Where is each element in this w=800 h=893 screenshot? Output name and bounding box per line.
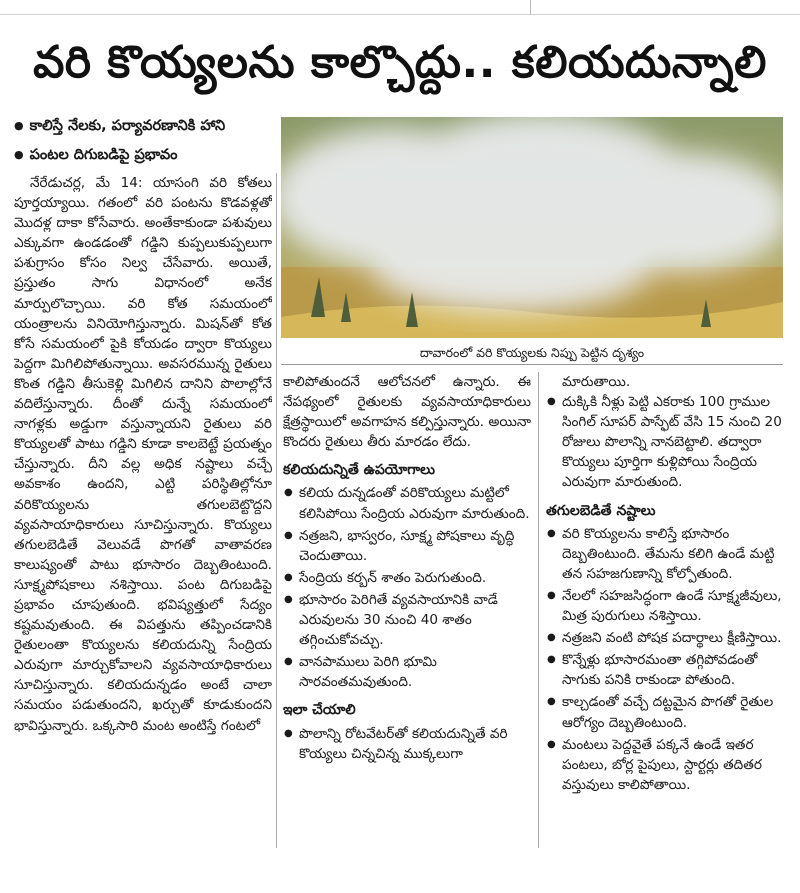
loss-item: ● కాల్చడంతో వచ్చే దట్టమైన పొగతో రైతుల ఆరోగ్యం దెబ్బతింటుంది. [546,692,786,732]
howto-item: ● దుక్కికి నీళ్లు పెట్టి ఎకరాకు 100 గ్రాముల సింగిల్ సూపర్ పాస్ఫేట్ వేసి 15 నుంచి 20 రోజులు పొలాన్ని నానబెట్టాలి. తద్వారా కొయ్యలు పూర్తిగా కుళ్లిపోయి సేంద్రియ ఎరువుగా మారుతుంది. [546,392,786,492]
highlights [14,112,272,170]
news-photo [281,117,783,338]
loss-item: ● వరి కొయ్యలను కాలిస్తే భూసారం దెబ్బతింటుంది. తేమను కలిగి ఉండే మట్టి తన సహజగుణాన్ని కోల్పోతుంది. [546,524,786,584]
article-column-1 [14,173,272,849]
howto-heading: ఇలా చేయాలి [283,702,356,719]
headline: వరి కొయ్యలను కాల్చొద్దు.. కలియదున్నాలి [33,37,767,88]
article-column-2 [283,372,531,766]
article-paragraph: కాలిపోతుందనే ఆలోచనలో ఉన్నారు. ఈ నేపథ్యంలో రైతులకు వ్యవసాయాధికారులు క్షేత్రస్థాయిలో అవగాహన కల్పిస్తున్నారు. అయినా కొందరు రైతులు తీరు మారడం లేదు. [283,374,531,451]
loss-item: ● మంటలు పెద్దవైతే పక్కనే ఉండే ఇతర పంటలు, బోర్ల పైపులు, స్టార్టర్లు తదితర వస్తువులు కాలిపోతాయి. [546,735,786,795]
highlight-item: ● కాలిస్తే నేలకు, పర్యావరణానికి హాని [14,112,272,141]
article-paragraph: నేరేడుచర్ల, మే 14: యాసంగి వరి కోతలు పూర్తయ్యాయి. గతంలో వరి పంటను కొడవళ్లతో మొదళ్ల దాకా కోసేవారు. అంతేకాకుండా పశువులు ఎక్కువగా ఉండడంతో గడ్డిని కుప్పలుకుప్పలుగా పశుగ్రాసం కోసం నిల్వ చేసేవారు. అయితే, ప్రస్తుతం సాగు విధానంలో అనేక మార్పులొచ్చాయి. వరి కోత సమయంలో యంత్రాలను వినియోగిస్తున్నారు. మిషన్‌తో కోత కోసే సమయంలో పైకి కోయడం ద్వారా కొయ్యలు పెద్దగా మిగిలిపోతున్నాయి. అవసరమున్న రైతులు కొంత గడ్డిని తీసుకెళ్లి మిగిలిన దానిని పొలాల్లోనే వదిలేస్తున్నారు. దీంతో దున్నే సమయంలో నాగళ్లకు అడ్డుగా వస్తున్నాయని రైతులు వరి కొయ్యలతో పాటు గడ్డిని కూడా కాలబెట్టే ప్రయత్నం చేస్తున్నారు. దీని వల్ల అధిక నష్టాలు వచ్చే అవకాశం ఉందని, ఎట్టి పరిస్థితిల్లోనూ వరికొయ్యలను తగులబెట్టొద్దని వ్యవసాయాధికారులు సూచిస్తున్నారు. కొయ్యలు తగులబెడితే వెలువడే పొగతో వాతావరణ కాలుష్యంతో పాటు భూసారం దెబ్బతింటుంది. సూక్ష్మపోషకాలు నశిస్తాయి. పంట దిగుబడిపై ప్రభావం చూపుతుంది. భవిష్యత్తులో సేద్యం కష్టమవుతుంది. ఈ విపత్తును తప్పించడానికి రైతులంతా కొయ్యలను కలియదున్ని సేంద్రియ ఎరువుగా మార్చుకోవాలని వ్యవసాయాధికారులు సూచిస్తున్నారు. కలియదున్నడం అంటే చాలా సమయం పడుతుందని, ఖర్చుతో కూడుకుందని భావిస్తున్నారు. ఒక్కసారి మంట అంటిస్తే గంటలో [14,175,272,734]
loss-item: ● నేలలో సహజసిద్ధంగా ఉండే సూక్ష్మజీవులు, మిత్ర పురుగులు నశిస్తాయి. [546,586,786,626]
loss-item: ● కొన్నేళ్లు భూసారమంతా తగ్గిపోవడంతో సాగుకు పనికి రాకుండా పోతుంది. [546,650,786,690]
benefit-item: ● కలియ దున్నడంతో వరికొయ్యలు మట్టిలో కలిసిపోయి సేంద్రియ ఎరువుగా మారుతుంది. [283,483,531,523]
article-continuation: మారుతాయి. [562,374,631,390]
losses-heading: తగులబెడితే నష్టాలు [546,502,656,519]
article-column-3 [546,372,786,797]
benefits-heading: కలియదున్నితే ఉపయోగాలు [283,462,435,479]
benefit-item: ● భూసారం పెరిగితే వ్యవసాయానికి వాడే ఎరువులను 30 నుంచి 40 శాతం తగ్గించుకోవచ్చు. [283,590,531,650]
highlight-item: ● పంటల దిగుబడిపై ప్రభావం [14,141,272,170]
photo-caption: దావారంలో వరి కొయ్యలకు నిప్పు పెట్టిన దృశ్యం [281,342,783,365]
column-divider [276,173,277,848]
top-strip [0,0,800,15]
loss-item: ● నత్రజని వంటి పోషక పదార్థాలు క్షీణిస్తాయి. [546,628,786,648]
benefit-item: ● నత్రజని, భాస్వరం, సూక్ష్మ పోషకాలు వృద్ధి చెందుతాయి. [283,526,531,566]
column-divider [538,372,539,848]
top-strip-divider [530,0,531,14]
benefit-item: ● వానపాములు పెరిగి భూమి సారవంతమవుతుంది. [283,652,531,692]
howto-item: ● పొలాన్ని రోటవేటర్‌తో కలియదున్నితే వరి కొయ్యలు చిన్నచిన్న ముక్కలుగా [283,724,531,764]
field-smoke-illustration [281,117,783,338]
benefit-item: ● సేంద్రియ కర్బన్ శాతం పెరుగుతుంది. [283,568,531,588]
